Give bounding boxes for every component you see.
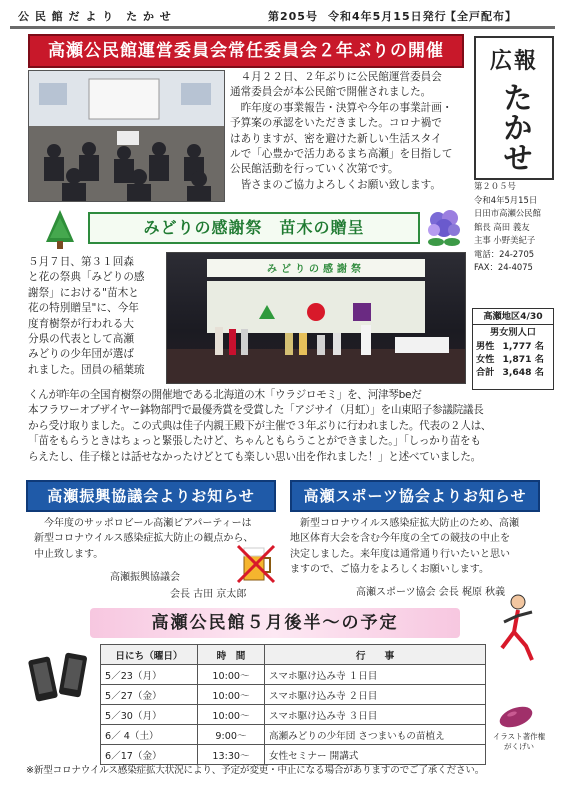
masthead-line1: 広報 — [489, 48, 538, 74]
notice-right-title: 高瀬スポーツ協会よりお知らせ — [290, 480, 540, 512]
article1-title: 高瀬公民館運営委員会常任委員会２年ぶりの開催 — [28, 34, 464, 68]
notice-right-body — [290, 516, 548, 578]
schedule-date: 5／23（月） — [101, 665, 198, 685]
no-beer-icon — [236, 542, 276, 586]
article2-body — [28, 388, 548, 465]
meeting-photo-illustration — [29, 71, 224, 201]
masthead-issue-no: 第２０５号 — [474, 181, 516, 191]
schedule-title: 高瀬公民館５月後半～の予定 — [151, 613, 399, 633]
article1-line: 予算案の承認をいただきました。コロナ禍で — [230, 117, 442, 130]
header-issue: 第205号 — [268, 10, 318, 23]
schedule-time: 10:00～ — [198, 665, 265, 685]
runner-illustration — [492, 592, 544, 664]
table-row — [101, 725, 486, 745]
article2-title: みどりの感謝祭 苗木の贈呈 — [88, 212, 420, 244]
population-value: 1,777 — [502, 341, 532, 352]
population-title: 高瀬地区4/30 — [473, 309, 553, 325]
article2-side-line: と花の祭典「みどりの感 — [28, 271, 145, 284]
population-row-female — [473, 353, 553, 366]
runner-icon — [492, 592, 544, 664]
schedule-time: 10:00～ — [198, 705, 265, 725]
article2-line: らえたし、佳子様とは話せなかったけどとても楽しい思い出を作れました！」と述べていました。 — [28, 450, 481, 463]
article1-line: はありますが、密を避けた新しい生活スタイ — [230, 132, 442, 145]
notice-left-title: 高瀬振興協議会よりお知らせ — [26, 480, 276, 512]
notice-left-signer: 会長 古田 京太郎 — [170, 589, 247, 600]
population-unit: 名 — [534, 354, 544, 365]
population-unit: 名 — [534, 341, 544, 352]
population-box — [472, 308, 554, 390]
schedule-header-date: 日にち（曜日） — [101, 645, 198, 665]
masthead-phone: 電話：24-2705 — [474, 248, 535, 259]
schedule-header-time: 時 間 — [198, 645, 265, 665]
schedule-date: 6／17（金） — [101, 745, 198, 765]
header-rule — [10, 26, 555, 29]
article2-side-text — [28, 255, 162, 378]
ceremony-photo — [166, 252, 466, 384]
article2-side-line: みどりの少年団が選ば — [28, 348, 134, 361]
notice-right-line: ますので、ご協力をよろしくお願いします。 — [290, 564, 489, 576]
schedule-event: 高瀬みどりの少年団 さつまいもの苗植え — [265, 725, 486, 745]
notice-right-line: 地区体育大会を含む今年度の全ての競技の中止を — [290, 533, 510, 545]
smartphone-icon — [28, 648, 90, 710]
masthead-issue-date: 令和4年5月15日 — [474, 194, 538, 205]
article1-line: ルで「心豊かで活力あるまち高瀬」を目指して — [230, 148, 453, 161]
article2-side-line: ５月７日、第３１回森 — [28, 256, 134, 268]
footer-note: ※新型コロナウイルス感染症拡大状況により、予定が変更・中止になる場合がありますのでご了承ください。 — [26, 765, 485, 776]
masthead-info — [474, 180, 552, 275]
masthead-director: 館長 高田 義友 — [474, 221, 530, 232]
population-subtitle: 男女別人口 — [490, 327, 536, 338]
smartphones-illustration — [28, 648, 90, 710]
header-newsletter: 公 民 館 だ よ り た か せ — [18, 10, 172, 23]
article2-line: から受け取りました。この式典は佳子内親王殿下が主催で３年ぶりに行われました。代表の２人は、 — [28, 419, 492, 432]
population-label: 男性 — [476, 341, 495, 352]
article2-side-line: 花の特別贈呈"に、今年 — [28, 302, 139, 315]
schedule-title-strip — [90, 608, 460, 638]
table-row — [101, 665, 486, 685]
schedule-time: 9:00～ — [198, 725, 265, 745]
masthead-line2: たかせ — [497, 82, 532, 172]
schedule-date: 6／ 4（土） — [101, 725, 198, 745]
hydrangea-icon — [424, 206, 464, 250]
article2-line: 本フラワーオブザイヤー鉢物部門で最優秀賞を受賞した「アジサイ（月虹）」を山東昭子参議院議長 — [28, 404, 484, 417]
meeting-photo — [28, 70, 225, 202]
article1-line: 昨年度の事業報告・決算や今年の事業計画・ — [240, 101, 453, 114]
schedule-table — [100, 644, 486, 765]
tree-icon — [44, 210, 76, 250]
table-row — [101, 705, 486, 725]
notice-left-line: 中止致します。 — [34, 548, 104, 560]
article1-line: ４月２２日、２年ぶりに公民館運営委員会 — [240, 71, 442, 83]
schedule-event: スマホ駆け込み寺 ２日目 — [265, 685, 486, 705]
population-row-total — [473, 366, 553, 379]
ceremony-stage-sign: みどりの感謝祭 — [267, 264, 365, 275]
schedule-header-event: 行 事 — [265, 645, 486, 665]
population-value: 1,871 — [502, 354, 532, 365]
header-date: 令和4年5月15日発行 — [328, 10, 447, 23]
notice-left-org: 高瀬振興協議会 — [110, 572, 180, 583]
article2-side-line: 分県の代表として高瀬 — [28, 333, 134, 346]
schedule-event: スマホ駆け込み寺 ３日目 — [265, 705, 486, 725]
notice-right-signer: 高瀬スポーツ協会 会長 梶原 秋義 — [356, 587, 506, 598]
masthead-manager: 主事 小野美紀子 — [474, 235, 536, 245]
credit-line2: がくげい — [504, 742, 534, 751]
schedule-event: 女性セミナー 開講式 — [265, 745, 486, 765]
notice-left-line: 今年度のサッポロビール高瀬ビアパーティーは — [44, 518, 252, 529]
schedule-time: 13:30～ — [198, 745, 265, 765]
article2-side-line: 謝祭」における"苗木と — [28, 286, 139, 299]
population-row-male — [473, 340, 553, 353]
notice-right-line: 決定しました。来年度は通常通り行いたいと思い — [290, 548, 510, 560]
article2-side-line: れました。団員の稲葉琉 — [28, 363, 145, 376]
schedule-date: 5／30（月） — [101, 705, 198, 725]
tree-illustration — [44, 210, 76, 250]
article2-line: くんが昨年の全国育樹祭の開催地である北海道の木「ウラジロモミ」を、河津琴beだ — [28, 389, 422, 401]
illustration-credit — [484, 732, 554, 752]
table-row — [101, 685, 486, 705]
masthead-fax: FAX：24-4075 — [474, 262, 533, 272]
notice-right-line: 新型コロナウイルス感染症拡大防止のため、高瀬 — [300, 518, 519, 529]
hydrangea-illustration — [424, 206, 464, 250]
schedule-event: スマホ駆け込み寺 １日目 — [265, 665, 486, 685]
population-label: 合計 — [476, 367, 495, 378]
article1-body — [230, 70, 470, 193]
beer-prohibited-illustration — [236, 542, 276, 586]
population-label: 女性 — [476, 354, 495, 365]
article1-line: 皆さまのご協力よろしくお願い致します。 — [240, 178, 442, 191]
article1-line: 公民館活動を行っていく次第です。 — [230, 163, 399, 176]
sweet-potato-illustration — [496, 702, 536, 730]
sweet-potato-icon — [496, 702, 536, 730]
masthead-publisher: 日田市高瀬公民館 — [474, 208, 541, 218]
schedule-header-row — [101, 645, 486, 665]
schedule-time: 10:00～ — [198, 685, 265, 705]
credit-line1: イラスト著作権 — [492, 732, 546, 741]
masthead-title — [474, 36, 554, 180]
article2-side-line: 度育樹祭が行われる大 — [28, 317, 134, 330]
article1-line: 通常委員会が本公民館で開催されました。 — [230, 86, 432, 99]
notice-left-line: 新型コロナウイルス感染症拡大防止の観点から、 — [34, 533, 254, 545]
population-unit: 名 — [534, 367, 544, 378]
header-distribution: 【全戸配布】 — [445, 10, 517, 23]
article2-line: 「苗をもらうときはちょっと緊張したけど、ちゃんともらうことができました。」「しっかり苗をも — [28, 435, 481, 448]
population-value: 3,648 — [502, 367, 532, 378]
schedule-date: 5／27（金） — [101, 685, 198, 705]
